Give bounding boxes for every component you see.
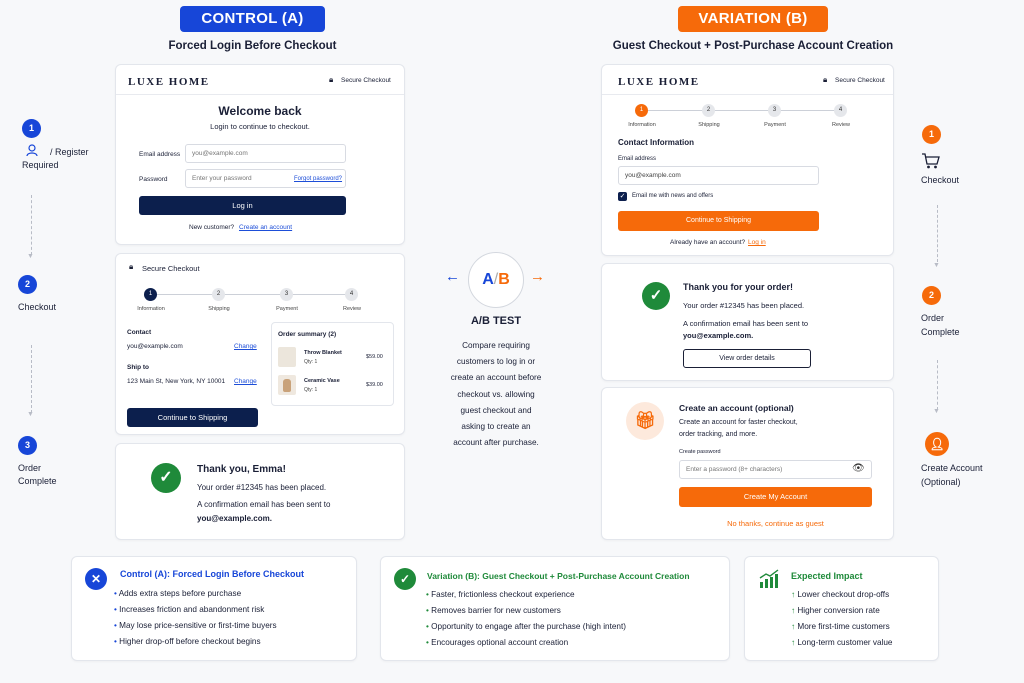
thanks-line1: Your order #12345 has been placed.: [197, 483, 327, 492]
continue-to-shipping-button[interactable]: Continue to Shipping: [618, 211, 819, 231]
email-field[interactable]: [185, 144, 346, 163]
ship-value: 123 Main St, New York, NY 10001: [127, 378, 226, 385]
step-label: Review: [342, 306, 362, 312]
variation-flow-connector: [937, 360, 938, 410]
control-thanks-card: [115, 443, 405, 540]
thanks-line2: A confirmation email has been sent to: [197, 500, 331, 509]
thanks-title: Thank you, Emma!: [197, 464, 286, 475]
variation-pill: VARIATION (B): [678, 6, 828, 32]
order-summary-title: Order summary (2): [278, 331, 337, 338]
step-label: Payment: [764, 122, 786, 128]
step-3-dot: 3: [280, 288, 293, 301]
create-account-button[interactable]: Create My Account: [679, 487, 872, 507]
arrow-down-icon: ▼: [933, 262, 940, 269]
variation-checkout-card: [601, 64, 894, 256]
summary-bullet: • Adds extra steps before purchase: [114, 589, 242, 598]
create-password-field[interactable]: [679, 460, 872, 479]
step-1-dot: 1: [635, 104, 648, 117]
account-desc1: Create an account for faster checkout,: [679, 419, 798, 426]
continue-to-shipping-button[interactable]: Continue to Shipping: [127, 408, 258, 427]
cart-icon: [921, 152, 941, 170]
arrow-down-icon: ▼: [27, 253, 34, 260]
contact-value: you@example.com: [127, 343, 183, 350]
step-label: Information: [628, 122, 656, 128]
control-step-2-badge: 2: [18, 275, 37, 294]
control-summary-title: Control (A): Forced Login Before Checkout: [120, 569, 304, 579]
item-qty: Qty: 1: [304, 387, 318, 393]
impact-title: Expected Impact: [791, 571, 863, 581]
step-label: Payment: [276, 306, 298, 312]
step-label: Shipping: [698, 122, 720, 128]
control-flow-connector: [31, 345, 32, 413]
ab-title: A/B TEST: [470, 315, 522, 327]
password-label: Create password: [679, 449, 721, 455]
item-price: $39.00: [366, 382, 383, 388]
change-contact-link[interactable]: Change: [234, 343, 257, 350]
arrow-right-icon: →: [530, 268, 545, 285]
ab-line: asking to create an: [461, 422, 531, 432]
summary-bullet: • Faster, frictionless checkout experience: [426, 590, 575, 599]
variation-flow-connector: [937, 205, 938, 262]
summary-bullet: • Encourages optional account creation: [426, 638, 569, 647]
ab-description: [431, 338, 561, 451]
step-3-dot: 3: [768, 104, 781, 117]
ab-circle: [468, 252, 524, 308]
growth-chart-icon: [758, 569, 780, 589]
variation-thanks-card: [601, 263, 894, 381]
already-have-account: Already have an account?: [670, 239, 746, 246]
ab-line: Compare requiring: [462, 341, 530, 350]
brand-logo: LUXE HOME: [618, 76, 700, 88]
ab-line: account after purchase.: [453, 438, 539, 448]
item-name: Ceramic Vase: [304, 378, 340, 384]
eye-icon[interactable]: 👁︎: [852, 463, 865, 474]
login-button[interactable]: Log in: [139, 196, 346, 215]
contact-title: Contact Information: [618, 138, 694, 147]
news-checkbox[interactable]: ✓: [619, 193, 626, 200]
email-field[interactable]: [618, 166, 819, 185]
summary-bullet: • May lose price-sensitive or first-time buyers: [114, 621, 277, 630]
password-label: Password: [139, 176, 168, 183]
x-icon: ✕: [85, 568, 107, 590]
step-label: Shipping: [208, 306, 230, 312]
ab-b: B: [498, 271, 510, 288]
login-title: Welcome back: [218, 104, 302, 118]
check-icon: ✓: [394, 568, 416, 590]
account-desc2: order tracking, and more.: [679, 431, 758, 438]
add-user-icon: 👤︎: [925, 432, 949, 456]
impact-card: [744, 556, 939, 661]
checkmark-icon: ✓: [642, 282, 670, 310]
variation-step-3-label-b: (Optional): [921, 477, 961, 487]
news-label: Email me with news and offers: [632, 193, 714, 199]
ab-line: checkout vs. allowing: [457, 389, 535, 399]
ab-line: guest checkout and: [460, 405, 532, 415]
control-subtitle: Forced Login Before Checkout: [168, 40, 337, 52]
new-customer-text: New customer?: [189, 224, 235, 231]
thanks-email: you@example.com.: [197, 514, 272, 523]
lock-icon: 🔒︎: [129, 262, 134, 271]
control-step-1-badge: 1: [22, 119, 41, 138]
account-title: Create an account (optional): [679, 403, 794, 413]
brand-logo: LUXE HOME: [128, 76, 210, 88]
ab-a: A: [482, 271, 494, 288]
email-label: Email address: [618, 156, 657, 162]
ab-line: create an account before: [450, 373, 542, 383]
thanks-title: Thank you for your order!: [683, 282, 794, 292]
summary-bullet: • Increases friction and abandonment risk: [114, 605, 265, 614]
control-step-3-label-a: Order: [18, 463, 42, 473]
control-summary-card: [71, 556, 357, 661]
ship-label: Ship to: [127, 364, 150, 371]
change-ship-link[interactable]: Change: [234, 378, 257, 385]
summary-bullet: • Opportunity to engage after the purchase (high intent): [426, 622, 626, 631]
secure-checkout-label: Secure Checkout: [341, 77, 391, 84]
arrow-left-icon: ←: [445, 268, 460, 285]
order-summary-box: [271, 322, 394, 406]
control-login-card: [115, 64, 405, 245]
control-step-3-label-b: Complete: [18, 476, 57, 486]
control-checkout-card: [115, 253, 405, 435]
continue-as-guest-link[interactable]: No thanks, continue as guest: [727, 519, 824, 528]
summary-bullet: • Removes barrier for new customers: [426, 606, 561, 615]
login-subtitle: Login to continue to checkout.: [210, 122, 310, 131]
variation-step-1-label: Checkout: [921, 175, 960, 185]
create-account-link[interactable]: Create an account: [239, 224, 293, 231]
thanks-line1: Your order #12345 has been placed.: [683, 301, 805, 310]
thanks-email: you@example.com.: [683, 331, 754, 340]
arrow-down-icon: ▼: [933, 408, 940, 415]
control-flow-connector: [31, 195, 32, 255]
step-4-dot: 4: [834, 104, 847, 117]
step-2-dot: 2: [212, 288, 225, 301]
blanket-thumbnail: [278, 347, 296, 367]
forgot-password-link[interactable]: Forgot password?: [294, 176, 343, 182]
control-step-1-label-a: / Register: [50, 147, 89, 157]
lock-icon: 🔒︎: [329, 75, 334, 84]
variation-summary-card: [380, 556, 730, 661]
control-step-1-label-b: Required: [22, 160, 59, 170]
control-step-2-label: Checkout: [18, 302, 57, 312]
checkout-header: Secure Checkout: [142, 264, 200, 273]
thanks-line2: A confirmation email has been sent to: [683, 319, 809, 328]
control-step-3-badge: 3: [18, 436, 37, 455]
step-label: Information: [137, 306, 165, 312]
summary-bullet: • Higher drop-off before checkout begins: [114, 637, 261, 646]
ab-slash: /: [493, 271, 499, 288]
variation-step-3-label-a: Create Account: [921, 463, 983, 473]
variation-subtitle: Guest Checkout + Post-Purchase Account Creation: [612, 40, 894, 52]
control-pill: CONTROL (A): [180, 6, 325, 32]
lock-icon: 🔒︎: [823, 75, 828, 84]
login-link[interactable]: Log in: [748, 239, 766, 246]
variation-step-2-badge: 2: [922, 286, 941, 305]
variation-step-2-label-a: Order: [921, 313, 945, 323]
variation-summary-title: Variation (B): Guest Checkout + Post-Purchase Account Creation: [427, 571, 690, 581]
ab-line: customers to log in or: [456, 357, 536, 367]
checkmark-icon: ✓: [151, 463, 181, 493]
vase-thumbnail: [278, 375, 296, 395]
secure-checkout-label: Secure Checkout: [835, 77, 885, 84]
step-1-dot: 1: [144, 288, 157, 301]
step-2-dot: 2: [702, 104, 715, 117]
item-name: Throw Blanket: [304, 350, 342, 356]
step-label: Review: [831, 122, 851, 128]
impact-bullet: ↑ Higher conversion rate: [791, 606, 880, 615]
step-4-dot: 4: [345, 288, 358, 301]
gift-icon: 🎁︎: [626, 402, 664, 440]
view-order-button[interactable]: View order details: [683, 349, 811, 368]
impact-bullet: ↑ Long-term customer value: [791, 638, 893, 647]
arrow-down-icon: ▼: [27, 411, 34, 418]
item-price: $59.00: [366, 354, 383, 360]
variation-step-1-badge: 1: [922, 125, 941, 144]
variation-step-2-label-b: Complete: [921, 327, 960, 337]
impact-bullet: ↑ More first-time customers: [791, 622, 890, 631]
user-icon: [25, 143, 39, 157]
variation-account-card: [601, 387, 894, 540]
item-qty: Qty: 1: [304, 359, 318, 365]
contact-label: Contact: [127, 329, 152, 336]
impact-bullet: ↑ Lower checkout drop-offs: [791, 590, 890, 599]
email-label: Email address: [139, 151, 181, 158]
